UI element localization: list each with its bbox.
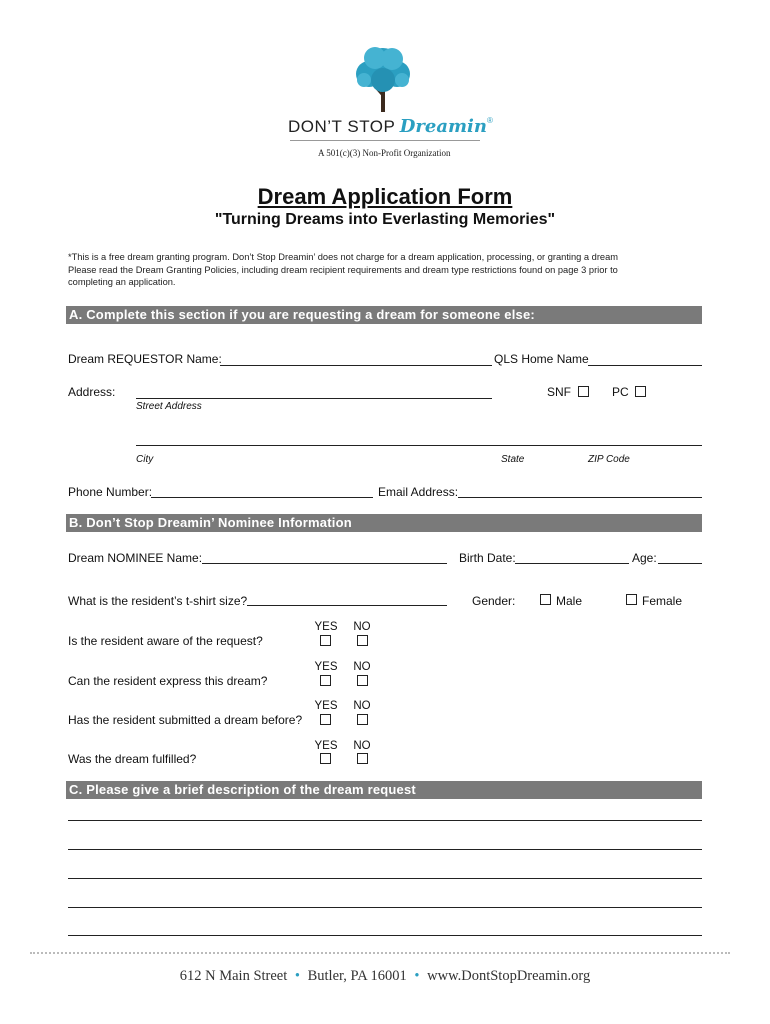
submitted-no-checkbox[interactable]	[357, 714, 368, 725]
state-caption: State	[501, 454, 525, 465]
male-label: Male	[556, 594, 583, 608]
yes-header: YES	[314, 740, 338, 752]
address-label: Address:	[68, 385, 116, 399]
fulfilled-yes-checkbox[interactable]	[320, 753, 331, 764]
question-aware: Is the resident aware of the request?	[68, 634, 263, 648]
yes-header: YES	[314, 700, 338, 712]
male-checkbox[interactable]	[540, 594, 551, 605]
description-line[interactable]	[68, 820, 702, 821]
requestor-name-field[interactable]	[220, 365, 492, 366]
street-address-caption: Street Address	[136, 401, 202, 412]
section-a-header: A. Complete this section if you are requesting a dream for someone else:	[66, 306, 702, 324]
street-address-field[interactable]	[136, 398, 492, 399]
description-line[interactable]	[68, 907, 702, 908]
tree-icon	[350, 44, 416, 114]
footer-divider	[30, 952, 730, 954]
express-yes-checkbox[interactable]	[320, 675, 331, 686]
age-field[interactable]	[658, 563, 702, 564]
female-label: Female	[642, 594, 683, 608]
city-caption: City	[136, 454, 154, 465]
footer	[0, 968, 770, 985]
requestor-name-label: Dream REQUESTOR Name:	[68, 352, 222, 366]
description-line[interactable]	[68, 849, 702, 850]
intro-text: *This is a free dream granting program. Don’t Stop Dreamin’ does not charge for a dream application, processing, or granting a dream Please read the Dream Granting Policies, including dream recipient requirements and dream type restrictions found on page 3 prior to completing an application.	[68, 252, 619, 287]
female-checkbox[interactable]	[626, 594, 637, 605]
no-header: NO	[353, 661, 371, 673]
zip-caption: ZIP Code	[588, 454, 630, 465]
tshirt-size-field[interactable]	[247, 605, 447, 606]
phone-field[interactable]	[151, 497, 373, 498]
birth-date-field[interactable]	[515, 563, 629, 564]
logo: DON’T STOP Dreamin® A 501(c)(3) Non-Profit Organization	[280, 40, 490, 165]
question-fulfilled: Was the dream fulfilled?	[68, 752, 197, 766]
question-express: Can the resident express this dream?	[68, 674, 268, 688]
org-name: DON’T STOP	[288, 117, 396, 136]
yes-header: YES	[314, 621, 338, 633]
description-line[interactable]	[68, 935, 702, 936]
no-header: NO	[353, 700, 371, 712]
org-name-script: Dreamin	[399, 116, 487, 137]
gender-label: Gender:	[472, 594, 516, 608]
yes-header: YES	[314, 661, 338, 673]
city-state-zip-field[interactable]	[136, 445, 702, 446]
express-no-checkbox[interactable]	[357, 675, 368, 686]
email-field[interactable]	[458, 497, 702, 498]
footer-city: Butler, PA 16001	[307, 968, 407, 984]
footer-address: 612 N Main Street	[179, 968, 288, 984]
org-tagline: A 501(c)(3) Non-Profit Organization	[318, 148, 451, 158]
email-label: Email Address:	[378, 485, 459, 499]
qls-home-label: QLS Home Name	[494, 352, 589, 366]
question-submitted: Has the resident submitted a dream before?	[68, 713, 303, 727]
phone-label: Phone Number:	[68, 485, 153, 499]
qls-home-field[interactable]	[588, 365, 702, 366]
footer-website[interactable]: www.DontStopDreamin.org	[427, 968, 591, 984]
nominee-name-label: Dream NOMINEE Name:	[68, 551, 203, 565]
aware-no-checkbox[interactable]	[357, 635, 368, 646]
age-label: Age:	[632, 551, 657, 565]
section-c-header: C. Please give a brief description of the dream request	[66, 781, 702, 799]
pc-checkbox[interactable]	[635, 386, 646, 397]
form-title: Dream Application Form	[257, 184, 513, 209]
snf-label: SNF	[547, 385, 571, 399]
no-header: NO	[353, 621, 371, 633]
description-line[interactable]	[68, 878, 702, 879]
nominee-name-field[interactable]	[202, 563, 447, 564]
section-b-header: B. Don’t Stop Dreamin’ Nominee Information	[66, 514, 702, 532]
tshirt-size-label: What is the resident’s t-shirt size?	[68, 594, 248, 608]
footer-bullet: •	[294, 968, 300, 984]
footer-bullet: •	[414, 968, 420, 984]
submitted-yes-checkbox[interactable]	[320, 714, 331, 725]
aware-yes-checkbox[interactable]	[320, 635, 331, 646]
form-subtitle: "Turning Dreams into Everlasting Memories"	[214, 211, 556, 228]
fulfilled-no-checkbox[interactable]	[357, 753, 368, 764]
no-header: NO	[353, 740, 371, 752]
snf-checkbox[interactable]	[578, 386, 589, 397]
birth-date-label: Birth Date:	[459, 551, 516, 565]
pc-label: PC	[612, 385, 629, 399]
